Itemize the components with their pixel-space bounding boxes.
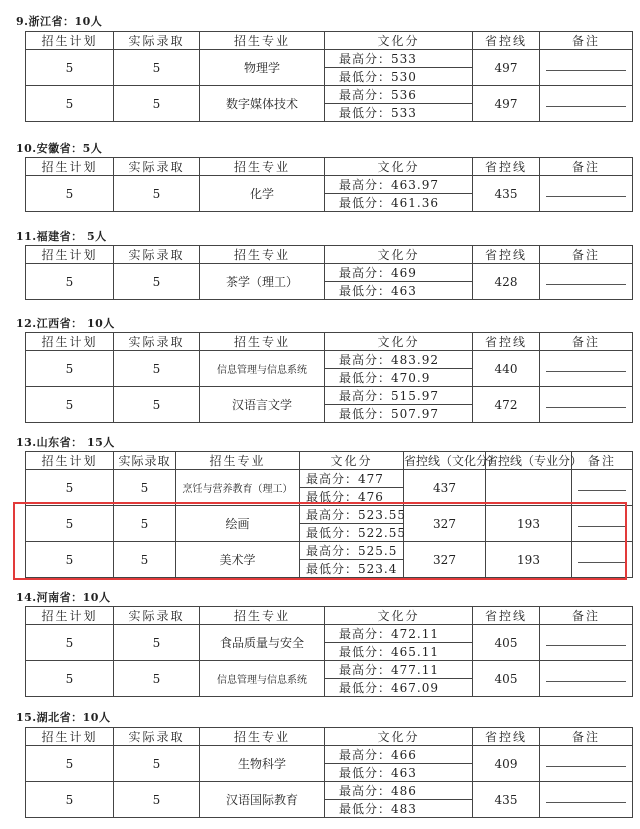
cell-line: 435: [473, 176, 540, 212]
header-major: 招生专业: [200, 607, 325, 625]
cell-major: 化学: [200, 176, 325, 212]
header-note: 备注: [540, 728, 633, 746]
cell-admit: 5: [114, 470, 176, 506]
cell-plan: 5: [26, 782, 114, 818]
cell-plan: 5: [26, 470, 114, 506]
cell-major: 茶学（理工）: [200, 264, 325, 300]
cell-plan: 5: [26, 746, 114, 782]
cell-major: 数字媒体技术: [200, 86, 325, 122]
cell-min-score: 最低分：533: [325, 104, 473, 122]
cell-min-score: 最低分：522.55: [300, 524, 404, 542]
header-plan: 招生计划: [26, 246, 114, 264]
header-score: 文化分: [325, 607, 473, 625]
table-header-row: [26, 728, 633, 746]
cell-plan: 5: [26, 86, 114, 122]
cell-line-major: [486, 470, 572, 506]
cell-note: [572, 470, 633, 506]
table-henan: [25, 606, 633, 697]
cell-max-score: 最高分：469: [325, 264, 473, 282]
cell-admit: 5: [114, 50, 200, 86]
cell-max-score: 最高分：472.11: [325, 625, 473, 643]
table-row: [26, 542, 633, 560]
note-blank-line: [546, 802, 626, 803]
cell-max-score: 最高分：486: [325, 782, 473, 800]
cell-admit: 5: [114, 506, 176, 542]
header-major: 招生专业: [176, 452, 300, 470]
header-line: 省控线: [473, 32, 540, 50]
table-header-row: [26, 32, 633, 50]
table-row: [26, 506, 633, 524]
cell-major: 绘画: [176, 506, 300, 542]
header-plan: 招生计划: [26, 728, 114, 746]
cell-note: [540, 661, 633, 697]
cell-admit: 5: [114, 387, 200, 423]
table-hubei: [25, 727, 633, 818]
cell-max-score: 最高分：477: [300, 470, 404, 488]
cell-major: 生物科学: [200, 746, 325, 782]
cell-line: 428: [473, 264, 540, 300]
cell-min-score: 最低分：463: [325, 764, 473, 782]
cell-line: 405: [473, 625, 540, 661]
note-blank-line: [578, 562, 626, 563]
note-blank-line: [546, 371, 626, 372]
table-row: [26, 470, 633, 488]
table-header-row: [26, 246, 633, 264]
note-blank-line: [578, 490, 626, 491]
cell-min-score: 最低分：476: [300, 488, 404, 506]
header-score: 文化分: [325, 32, 473, 50]
header-line: 省控线: [473, 158, 540, 176]
header-score: 文化分: [325, 333, 473, 351]
table-header-row: [26, 607, 633, 625]
header-admit: 实际录取: [114, 246, 200, 264]
cell-admit: 5: [114, 542, 176, 578]
cell-note: [540, 86, 633, 122]
table-row: [26, 661, 633, 679]
table-zhejiang: [25, 31, 633, 122]
cell-note: [540, 264, 633, 300]
header-admit: 实际录取: [114, 607, 200, 625]
cell-max-score: 最高分：525.5: [300, 542, 404, 560]
cell-note: [572, 542, 633, 578]
header-admit: 实际录取: [114, 158, 200, 176]
cell-major: 美术学: [176, 542, 300, 578]
header-note: 备注: [572, 452, 633, 470]
cell-min-score: 最低分：463: [325, 282, 473, 300]
header-plan: 招生计划: [26, 452, 114, 470]
note-blank-line: [546, 645, 626, 646]
cell-admit: 5: [114, 86, 200, 122]
cell-plan: 5: [26, 542, 114, 578]
cell-admit: 5: [114, 782, 200, 818]
header-note: 备注: [540, 158, 633, 176]
cell-admit: 5: [114, 176, 200, 212]
table-row: [26, 351, 633, 369]
header-major: 招生专业: [200, 158, 325, 176]
note-blank-line: [578, 526, 626, 527]
header-admit: 实际录取: [114, 32, 200, 50]
cell-max-score: 最高分：477.11: [325, 661, 473, 679]
cell-line-culture: 437: [404, 470, 486, 506]
header-major: 招生专业: [200, 728, 325, 746]
note-blank-line: [546, 70, 626, 71]
header-plan: 招生计划: [26, 158, 114, 176]
header-score: 文化分: [300, 452, 404, 470]
cell-plan: 5: [26, 351, 114, 387]
header-score: 文化分: [325, 158, 473, 176]
section-title-henan: 14.河南省：10人: [16, 591, 111, 604]
header-note: 备注: [540, 333, 633, 351]
cell-line-major: 193: [486, 506, 572, 542]
cell-admit: 5: [114, 351, 200, 387]
note-blank-line: [546, 196, 626, 197]
cell-major: 烹饪与营养教育（理工）: [176, 470, 300, 506]
cell-min-score: 最低分：523.4: [300, 560, 404, 578]
section-title-hubei: 15.湖北省：10人: [16, 711, 111, 724]
cell-line: 435: [473, 782, 540, 818]
section-title-jiangxi: 12.江西省： 10人: [16, 317, 115, 330]
header-score: 文化分: [325, 246, 473, 264]
table-jiangxi: [25, 332, 633, 423]
header-major: 招生专业: [200, 333, 325, 351]
cell-note: [572, 506, 633, 542]
table-anhui: [25, 157, 633, 212]
cell-max-score: 最高分：466: [325, 746, 473, 764]
cell-major: 物理学: [200, 50, 325, 86]
section-title-shandong: 13.山东省： 15人: [16, 436, 115, 449]
header-line: 省控线: [473, 607, 540, 625]
cell-line: 440: [473, 351, 540, 387]
cell-plan: 5: [26, 176, 114, 212]
cell-admit: 5: [114, 625, 200, 661]
header-admit: 实际录取: [114, 728, 200, 746]
cell-max-score: 最高分：533: [325, 50, 473, 68]
header-plan: 招生计划: [26, 607, 114, 625]
header-note: 备注: [540, 246, 633, 264]
cell-admit: 5: [114, 661, 200, 697]
cell-major: 汉语国际教育: [200, 782, 325, 818]
cell-major: 信息管理与信息系统: [200, 661, 325, 697]
header-plan: 招生计划: [26, 333, 114, 351]
cell-max-score: 最高分：515.97: [325, 387, 473, 405]
section-title-fujian: 11.福建省： 5人: [16, 230, 107, 243]
cell-min-score: 最低分：483: [325, 800, 473, 818]
header-note: 备注: [540, 32, 633, 50]
cell-line-culture: 327: [404, 506, 486, 542]
cell-max-score: 最高分：536: [325, 86, 473, 104]
header-line: 省控线: [473, 728, 540, 746]
cell-plan: 5: [26, 506, 114, 542]
header-score: 文化分: [325, 728, 473, 746]
cell-note: [540, 351, 633, 387]
cell-plan: 5: [26, 50, 114, 86]
note-blank-line: [546, 407, 626, 408]
table-header-row: [26, 333, 633, 351]
note-blank-line: [546, 681, 626, 682]
header-line-major: 省控线（专业分）: [486, 452, 572, 470]
cell-max-score: 最高分：463.97: [325, 176, 473, 194]
header-note: 备注: [540, 607, 633, 625]
cell-line: 497: [473, 86, 540, 122]
cell-line-culture: 327: [404, 542, 486, 578]
cell-note: [540, 176, 633, 212]
cell-note: [540, 50, 633, 86]
cell-line: 405: [473, 661, 540, 697]
cell-line: 472: [473, 387, 540, 423]
cell-note: [540, 746, 633, 782]
cell-major: 汉语言文学: [200, 387, 325, 423]
table-shandong: [25, 451, 633, 578]
header-major: 招生专业: [200, 246, 325, 264]
header-line: 省控线: [473, 333, 540, 351]
cell-line-major: 193: [486, 542, 572, 578]
table-fujian: [25, 245, 633, 300]
table-row: [26, 625, 633, 643]
cell-max-score: 最高分：523.55: [300, 506, 404, 524]
header-admit: 实际录取: [114, 333, 200, 351]
cell-min-score: 最低分：470.9: [325, 369, 473, 387]
cell-plan: 5: [26, 625, 114, 661]
cell-plan: 5: [26, 387, 114, 423]
cell-min-score: 最低分：530: [325, 68, 473, 86]
cell-min-score: 最低分：461.36: [325, 194, 473, 212]
header-line: 省控线: [473, 246, 540, 264]
table-row: [26, 176, 633, 194]
table-header-row: [26, 452, 633, 470]
section-title-zhejiang: 9.浙江省：10人: [16, 15, 103, 28]
cell-note: [540, 387, 633, 423]
cell-note: [540, 782, 633, 818]
cell-min-score: 最低分：465.11: [325, 643, 473, 661]
header-major: 招生专业: [200, 32, 325, 50]
header-plan: 招生计划: [26, 32, 114, 50]
header-line-culture: 省控线（文化分）: [404, 452, 486, 470]
table-row: [26, 50, 633, 68]
cell-admit: 5: [114, 746, 200, 782]
table-row: [26, 746, 633, 764]
table-row: [26, 264, 633, 282]
header-admit: 实际录取: [114, 452, 176, 470]
table-row: [26, 86, 633, 104]
cell-note: [540, 625, 633, 661]
table-row: [26, 782, 633, 800]
cell-plan: 5: [26, 661, 114, 697]
table-row: [26, 387, 633, 405]
cell-max-score: 最高分：483.92: [325, 351, 473, 369]
cell-line: 409: [473, 746, 540, 782]
note-blank-line: [546, 766, 626, 767]
cell-min-score: 最低分：467.09: [325, 679, 473, 697]
cell-plan: 5: [26, 264, 114, 300]
note-blank-line: [546, 284, 626, 285]
cell-admit: 5: [114, 264, 200, 300]
note-blank-line: [546, 106, 626, 107]
section-title-anhui: 10.安徽省：5人: [16, 142, 103, 155]
table-header-row: [26, 158, 633, 176]
cell-major: 信息管理与信息系统: [200, 351, 325, 387]
cell-major: 食品质量与安全: [200, 625, 325, 661]
cell-min-score: 最低分：507.97: [325, 405, 473, 423]
cell-line: 497: [473, 50, 540, 86]
